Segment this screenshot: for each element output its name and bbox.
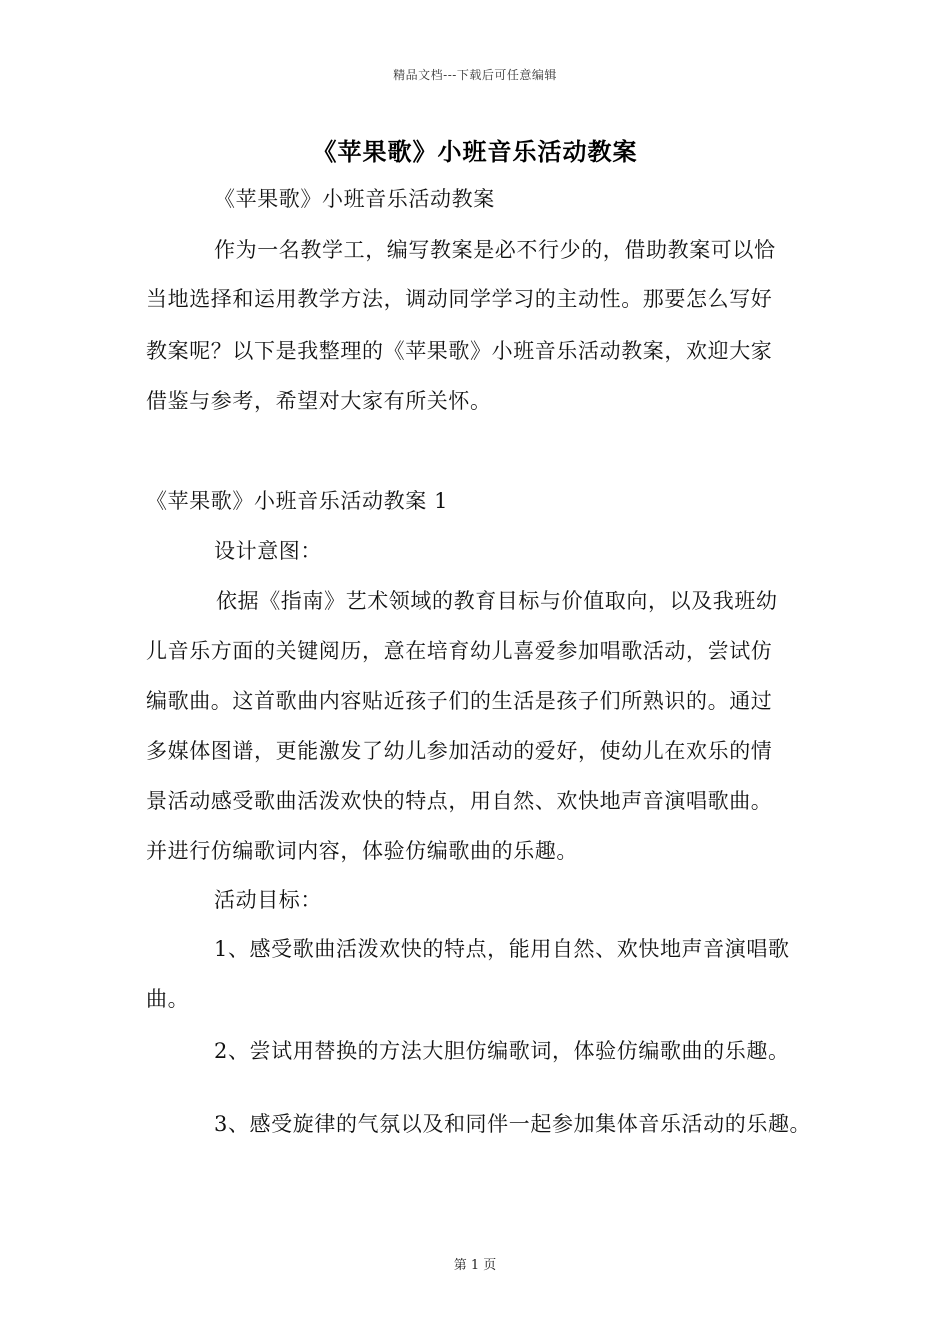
- goals-heading: 活动目标：: [214, 888, 322, 912]
- intro-line-4: 借鉴与参考，希望对大家有所关怀。: [146, 389, 492, 413]
- subtitle-line: 《苹果歌》小班音乐活动教案: [214, 187, 495, 211]
- design-intent-line-4: 多媒体图谱，更能激发了幼儿参加活动的爱好，使幼儿在欢乐的情: [146, 739, 773, 763]
- intro-line-2: 当地选择和运用教学方法，调动同学学习的主动性。那要怎么写好: [146, 287, 773, 311]
- document-title: 《苹果歌》小班音乐活动教案: [312, 137, 638, 166]
- design-intent-line-6: 并进行仿编歌词内容，体验仿编歌曲的乐趣。: [146, 839, 578, 863]
- design-intent-line-3: 编歌曲。这首歌曲内容贴近孩子们的生活是孩子们所熟识的。通过: [146, 689, 773, 713]
- goal-3: 3、感受旋律的气氛以及和同伴一起参加集体音乐活动的乐趣。: [214, 1112, 812, 1136]
- page-number: 第 1 页: [453, 1258, 497, 1273]
- goal-2: 2、尝试用替换的方法大胆仿编歌词，体验仿编歌曲的乐趣。: [214, 1039, 790, 1063]
- design-intent-line-2: 儿音乐方面的关键阅历，意在培育幼儿喜爱参加唱歌活动，尝试仿: [146, 639, 773, 663]
- design-intent-heading: 设计意图：: [214, 539, 322, 563]
- intro-line-1: 作为一名教学工，编写教案是必不行少的，借助教案可以恰: [214, 238, 776, 262]
- section-heading: 《苹果歌》小班音乐活动教案 1: [146, 489, 449, 513]
- header-note: 精品文档---下载后可任意编辑: [393, 68, 557, 82]
- design-intent-line-5: 景活动感受歌曲活泼欢快的特点，用自然、欢快地声音演唱歌曲。: [146, 789, 773, 813]
- goal-1-line-1: 1、感受歌曲活泼欢快的特点，能用自然、欢快地声音演唱歌: [214, 937, 790, 961]
- intro-line-3: 教案呢？以下是我整理的《苹果歌》小班音乐活动教案，欢迎大家: [146, 339, 773, 363]
- design-intent-line-1: 依据《指南》艺术领域的教育目标与价值取向，以及我班幼: [216, 589, 778, 613]
- goal-1-line-2: 曲。: [146, 987, 190, 1011]
